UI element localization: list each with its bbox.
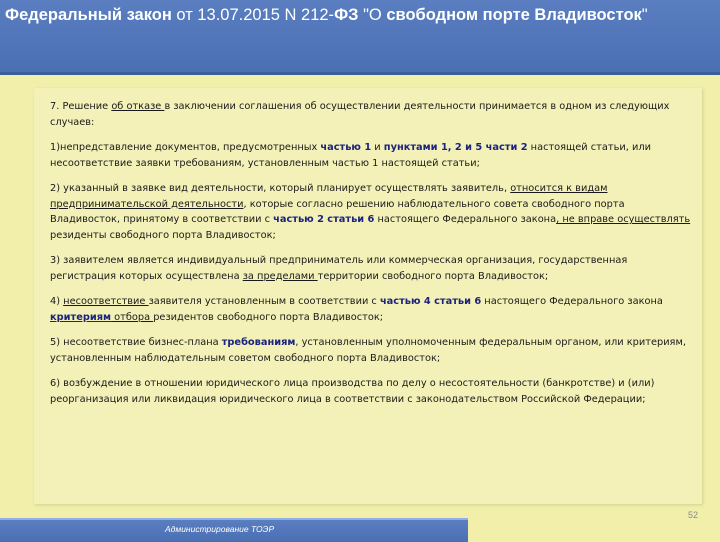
law-link[interactable]: критериям: [50, 311, 112, 323]
title-part: от 13.07.2015 N 212-: [171, 6, 335, 24]
title-part: ФЗ: [334, 6, 359, 24]
text-run: за пределами: [242, 270, 318, 282]
text-run: 3) заявителем является индивидуальный предприниматель или коммерческая организация, государственная регистрация которых осуществлена: [50, 255, 628, 282]
paragraph-item-1: [50, 140, 695, 171]
law-link[interactable]: частью 2 статьи 6: [273, 214, 375, 225]
text-run: 1)непредставление документов, предусмотренных: [50, 142, 321, 153]
text-run: 2) указанный в заявке вид деятельности, который планирует осуществлять заявитель,: [50, 183, 511, 194]
law-text: [50, 99, 695, 417]
paragraph-item-2: [50, 181, 695, 243]
text-run: настоящего Федерального закона: [374, 214, 557, 225]
text-run: , которые согласно решению наблюдательного совета свободного порта Владивосток, принятому в соответствии с: [50, 198, 625, 225]
text-run: отбора: [111, 311, 154, 323]
text-run: об отказе: [111, 101, 165, 112]
footer-label: Администрирование ТОЭР: [165, 524, 275, 534]
paragraph-item-3: [50, 253, 695, 284]
text-run: настоящего Федерального закона: [481, 296, 663, 307]
text-run: , не вправе осуществлять: [556, 214, 691, 225]
text-run: несоответствие: [63, 296, 149, 307]
text-run: 4): [50, 296, 64, 307]
text-run: 7. Решение: [50, 101, 112, 112]
text-run: настоящей статьи, или несоответствие заявки требованиям, установленным частью 1 настоящей статьи;: [50, 142, 651, 169]
paragraph-item-6: [50, 376, 695, 407]
footer-bar: [0, 518, 468, 542]
law-link[interactable]: пунктами 1, 2 и 5 части 2: [383, 142, 528, 153]
page-title: [5, 5, 717, 25]
text-run: резидентов свободного порта Владивосток;: [153, 311, 384, 323]
text-run: и: [371, 142, 384, 153]
text-run: в заключении соглашения об осуществлении деятельности принимается в одном из следующих случаев:: [50, 101, 670, 128]
title-part: Федеральный закон: [5, 6, 172, 24]
header-bar: [0, 0, 720, 75]
law-link[interactable]: требованиям: [221, 337, 296, 348]
paragraph-intro: [50, 99, 695, 130]
text-run: 6) возбуждение в отношении юридического лица производства по делу о несостоятельности (банкротстве) и (или) реорганизация или ликвидация юридического лица в соответствии с законодательством Российской Федерации;: [50, 378, 655, 405]
text-run: заявителя установленным в соответствии с: [148, 296, 380, 307]
title-part: свободном порте Владивосток: [386, 6, 642, 24]
text-run: 5) несоответствие бизнес-плана: [50, 337, 222, 348]
title-part: "О: [358, 6, 387, 24]
text-run: резиденты свободного порта Владивосток;: [50, 229, 276, 241]
text-run: относится к видам предпринимательской деятельности: [50, 183, 608, 210]
page-number: 52: [687, 510, 698, 520]
law-link[interactable]: частью 1: [320, 142, 372, 153]
paragraph-item-4: [50, 294, 695, 325]
paragraph-item-5: [50, 335, 695, 366]
text-run: , установленным уполномоченным федеральным органом, или критериям, установленным наблюдательным советом свободного порта Владивосток;: [50, 337, 686, 364]
law-link[interactable]: частью 4 статьи 6: [379, 296, 482, 307]
text-run: территории свободного порта Владивосток;: [317, 270, 549, 282]
title-part: ": [641, 6, 648, 24]
